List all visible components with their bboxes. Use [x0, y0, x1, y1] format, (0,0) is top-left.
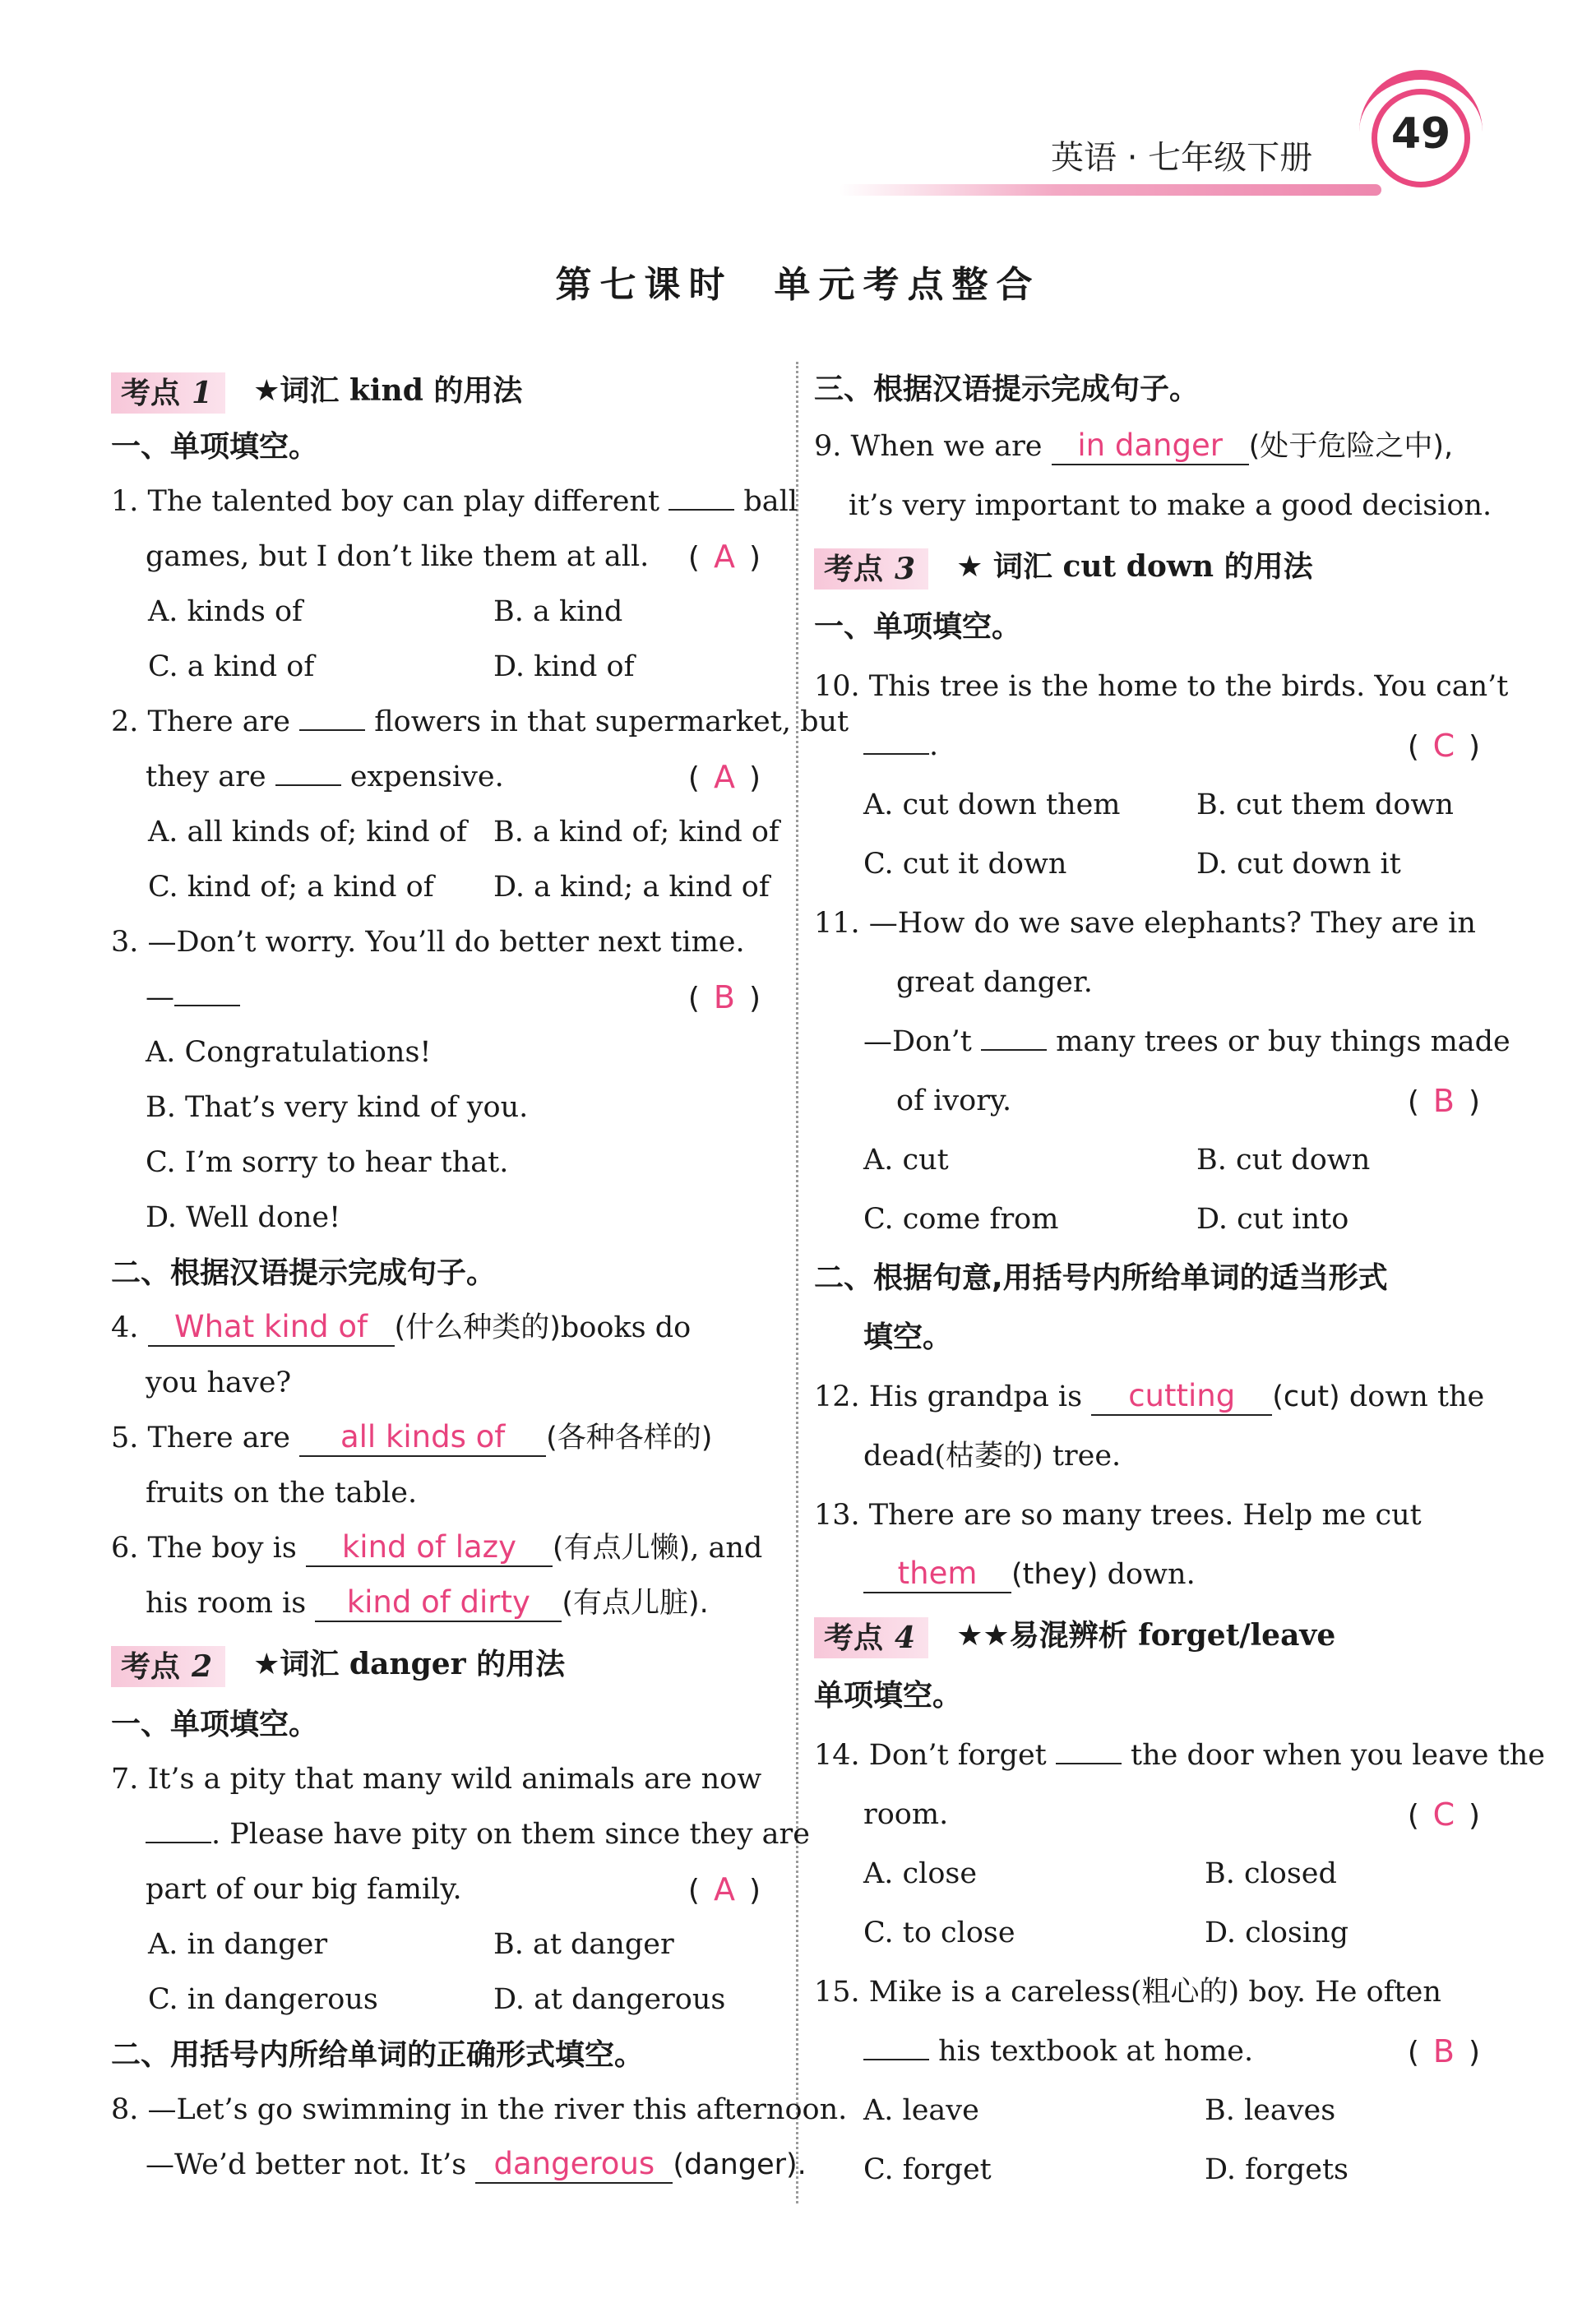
options-row: [814, 1844, 1488, 1903]
option-d: D. at dangerous: [493, 1983, 726, 2016]
option-c: C. to close: [863, 1917, 1015, 1949]
question-14-line2: room. ( C ): [814, 1785, 1488, 1844]
option-d: D. Well done!: [146, 1201, 341, 1234]
kaodian-2-tag: 考点 2: [111, 1646, 225, 1687]
filled-answer: dangerous: [475, 2146, 673, 2184]
option-b: B. leaves: [1205, 2094, 1336, 2127]
option-c: C. in dangerous: [148, 1983, 378, 2016]
filled-answer: kind of dirty: [315, 1584, 562, 1622]
answer-bracket: ( A ): [688, 1862, 761, 1918]
options-row: [814, 2140, 1488, 2199]
option-b: B. a kind of; kind of: [493, 816, 779, 849]
option-c: C. a kind of: [148, 650, 315, 683]
option-a: A. cut: [863, 1144, 949, 1177]
answer-blank: [863, 2026, 929, 2060]
filled-answer: all kinds of: [299, 1419, 546, 1457]
filled-answer: kind of lazy: [306, 1529, 553, 1567]
choice-answer: B: [713, 979, 735, 1015]
option-a: A. all kinds of; kind of: [148, 816, 467, 849]
answer-blank: [299, 696, 365, 731]
question-2-line2: they are expensive. ( A ): [111, 750, 769, 805]
kaodian-1-heading: 考点 1 ★词汇 kind 的用法: [111, 362, 769, 419]
options-row: [111, 640, 769, 695]
filled-answer: in danger: [1052, 428, 1249, 465]
question-10-line2: . ( C ): [814, 716, 1488, 775]
section-heading: 一、单项填空。: [814, 610, 1022, 644]
answer-blank: [1056, 1730, 1122, 1764]
question-12: 12. His grandpa is cutting (cut) down the: [814, 1367, 1488, 1427]
option-d: D. cut into: [1196, 1203, 1349, 1236]
filled-answer: them: [863, 1556, 1011, 1593]
options-row: [814, 1190, 1488, 1249]
question-3: 3. —Don’t worry. You’ll do better next time.: [111, 926, 745, 959]
choice-answer: B: [1432, 1083, 1455, 1119]
filled-answer: cutting: [1091, 1378, 1272, 1416]
question-5: 5. There are all kinds of (各种各样的): [111, 1411, 769, 1466]
question-14: 14. Don’t forget the door when you leave the: [814, 1726, 1488, 1785]
column-divider: [796, 362, 798, 2203]
filled-answer: What kind of: [148, 1309, 395, 1347]
option-a: A. leave: [863, 2094, 979, 2127]
option-d: D. a kind; a kind of: [493, 871, 770, 904]
option-b: B. cut down: [1196, 1144, 1371, 1177]
options-row: [814, 2081, 1488, 2140]
kaodian-1-tag: 考点 1: [111, 372, 225, 414]
question-6: 6. The boy is kind of lazy (有点儿懒), and: [111, 1521, 769, 1576]
section-heading: 一、单项填空。: [111, 430, 319, 464]
choice-answer: A: [713, 539, 735, 575]
options-row: [814, 835, 1488, 894]
question-10: 10. This tree is the home to the birds. You can’t: [814, 670, 1509, 703]
option-b: B. a kind: [493, 595, 623, 628]
star-icon: ★: [956, 550, 983, 584]
option-b: B. cut them down: [1196, 788, 1454, 821]
question-4-line2: you have?: [146, 1366, 292, 1399]
star-icon: ★★: [956, 1619, 1010, 1653]
answer-bracket: ( C ): [1408, 1785, 1480, 1846]
question-12-line2: dead(枯萎的) tree.: [863, 1440, 1122, 1473]
question-1: 1. The talented boy can play different ball: [111, 474, 769, 529]
kaodian-3-tag: 考点 3: [814, 548, 928, 590]
page-number-badge: [1372, 89, 1470, 187]
option-c: C. kind of; a kind of: [148, 871, 434, 904]
question-6-line2: his room is kind of dirty (有点儿脏).: [111, 1576, 769, 1631]
choice-answer: B: [1432, 2033, 1455, 2069]
kaodian-2-heading: 考点 2 ★词汇 danger 的用法: [111, 1631, 769, 1697]
options-row: [111, 860, 769, 915]
answer-blank: [863, 720, 929, 755]
question-15-line2: his textbook at home. ( B ): [814, 2022, 1488, 2081]
answer-bracket: ( B ): [688, 970, 761, 1026]
answer-bracket: ( A ): [688, 529, 761, 585]
right-column: [814, 362, 1545, 2199]
option-a: A. in danger: [148, 1928, 328, 1961]
options-row: [814, 1903, 1488, 1963]
section-heading: 二、根据汉语提示完成句子。: [111, 1256, 497, 1290]
options-row: [111, 805, 779, 860]
question-8-line2: —We’d better not. It’s dangerous (danger).: [111, 2138, 769, 2193]
title-topic: 单元考点整合: [774, 264, 1041, 306]
question-7: 7. It’s a pity that many wild animals are now: [111, 1763, 762, 1796]
left-column: [111, 362, 849, 2193]
question-11: 11. —How do we save elephants? They are in: [814, 907, 1476, 940]
section-heading: 一、单项填空。: [111, 1708, 319, 1741]
title-lesson: 第七课时: [555, 264, 733, 306]
question-13-line2: them (they) down.: [814, 1545, 1488, 1604]
answer-blank: [981, 1016, 1047, 1051]
question-4: 4. What kind of (什么种类的)books do: [111, 1301, 769, 1356]
option-a: A. Congratulations!: [146, 1036, 432, 1069]
answer-bracket: ( B ): [1408, 1071, 1480, 1132]
question-8: 8. —Let’s go swimming in the river this afternoon.: [111, 2093, 848, 2126]
star-icon: ★: [253, 374, 280, 408]
kaodian-4-heading: 考点 4 ★★易混辨析 forget/leave: [814, 1604, 1488, 1667]
choice-answer: A: [713, 1871, 735, 1907]
section-heading: 二、根据句意,用括号内所给单词的适当形式: [814, 1261, 1388, 1295]
option-d: D. cut down it: [1196, 848, 1401, 881]
options-row: [111, 1917, 769, 1972]
star-icon: ★: [253, 1648, 280, 1681]
options-row: [814, 775, 1488, 835]
section-heading: 三、根据汉语提示完成句子。: [814, 372, 1200, 406]
options-row: [111, 1972, 769, 2028]
question-9-line2: it’s very important to make a good decision.: [849, 489, 1492, 522]
question-11-line3: —Don’t many trees or buy things made: [814, 1012, 1488, 1071]
option-a: A. cut down them: [863, 788, 1121, 821]
kaodian-3-heading: 考点 3 ★ 词汇 cut down 的用法: [814, 535, 1488, 598]
section-heading: 单项填空。: [814, 1679, 963, 1713]
answer-blank: [146, 1809, 211, 1843]
question-5-line2: fruits on the table.: [146, 1477, 418, 1510]
option-b: B. That’s very kind of you.: [146, 1091, 529, 1124]
page-title: [0, 255, 1596, 307]
question-13: 13. There are so many trees. Help me cut: [814, 1499, 1422, 1532]
question-9: 9. When we are in danger (处于危险之中),: [814, 417, 1488, 476]
page-number: 49: [1390, 109, 1451, 159]
question-7-line3: part of our big family. ( A ): [111, 1862, 769, 1917]
question-11-line4: of ivory. ( B ): [814, 1071, 1488, 1131]
answer-blank: [668, 476, 734, 511]
options-row: [814, 1131, 1488, 1190]
option-b: B. at danger: [493, 1928, 674, 1961]
option-c: C. I’m sorry to hear that.: [146, 1146, 509, 1179]
option-d: D. closing: [1205, 1917, 1349, 1949]
option-a: A. kinds of: [148, 595, 303, 628]
option-a: A. close: [863, 1857, 978, 1890]
question-1-line2: games, but I don’t like them at all. ( A ): [111, 529, 769, 585]
option-b: B. closed: [1205, 1857, 1337, 1890]
answer-blank: [275, 751, 341, 786]
kaodian-4-tag: 考点 4: [814, 1617, 928, 1658]
question-11-line2: great danger.: [896, 966, 1093, 999]
option-d: D. kind of: [493, 650, 635, 683]
choice-answer: A: [713, 759, 735, 795]
question-3-line2: — ( B ): [111, 970, 769, 1025]
question-7-line2: . Please have pity on them since they are: [111, 1807, 769, 1862]
choice-answer: C: [1432, 1796, 1455, 1833]
option-d: D. forgets: [1205, 2153, 1349, 2186]
option-c: C. come from: [863, 1203, 1059, 1236]
choice-answer: C: [1432, 728, 1455, 764]
answer-blank: [174, 972, 240, 1006]
section-heading: 二、用括号内所给单词的正确形式填空。: [111, 2038, 645, 2072]
header-decoration-line: [839, 184, 1381, 196]
answer-bracket: ( A ): [688, 750, 761, 806]
header-subject: 英语 · 七年级下册: [1051, 139, 1313, 177]
section-heading-cont: 填空。: [863, 1320, 953, 1354]
answer-bracket: ( B ): [1408, 2022, 1480, 2083]
question-15: 15. Mike is a careless(粗心的) boy. He often: [814, 1976, 1441, 2009]
option-c: C. cut it down: [863, 848, 1067, 881]
options-row: [111, 585, 769, 640]
question-2: 2. There are flowers in that supermarket, but: [111, 695, 769, 750]
option-c: C. forget: [863, 2153, 992, 2186]
answer-bracket: ( C ): [1408, 716, 1480, 777]
